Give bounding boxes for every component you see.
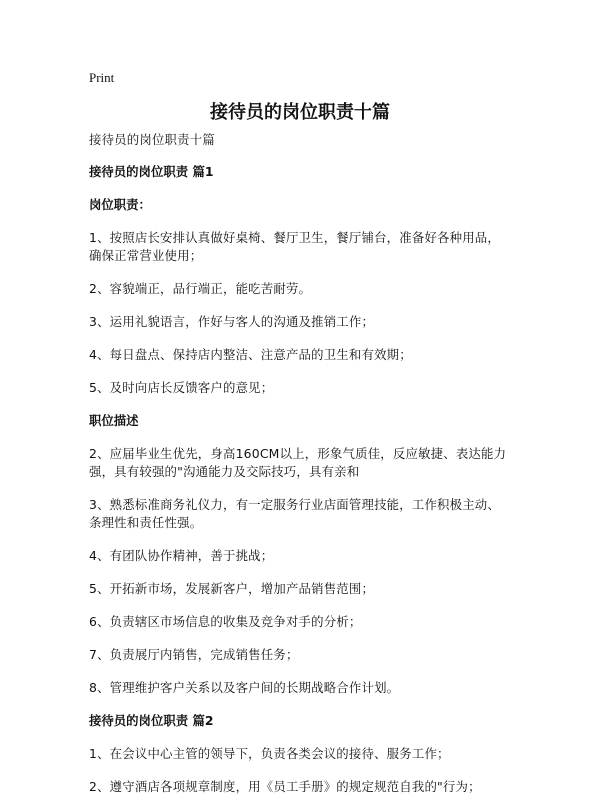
print-link[interactable]: Print bbox=[89, 70, 115, 85]
section1-heading: 接待员的岗位职责 篇1 bbox=[89, 164, 214, 179]
duty-item: 4、每日盘点、保持店内整洁、注意产品的卫生和有效期； bbox=[89, 347, 412, 362]
description-item: 4、有团队协作精神，善于挑战； bbox=[89, 548, 274, 563]
description-item: 7、负责展厅内销售，完成销售任务； bbox=[89, 647, 299, 662]
duty-item: 2、容貌端正，品行端正，能吃苦耐劳。 bbox=[89, 281, 312, 296]
description-item: 6、负责辖区市场信息的收集及竞争对手的分析； bbox=[89, 614, 362, 629]
description-item: 8、管理维护客户关系以及客户间的长期战略合作计划。 bbox=[89, 680, 400, 695]
duty-item: 5、及时向店长反馈客户的意见； bbox=[89, 380, 274, 395]
section2-heading: 接待员的岗位职责 篇2 bbox=[89, 713, 214, 728]
section2-item: 1、在会议中心主管的领导下，负责各类会议的接待、服务工作； bbox=[89, 746, 450, 761]
document-title: 接待员的岗位职责十篇 bbox=[210, 102, 390, 123]
duty-item: 3、运用礼貌语言，作好与客人的沟通及推销工作； bbox=[89, 314, 375, 329]
section2-item: 2、遵守酒店各项规章制度，用《员工手册》的规定规范自我的"行为； bbox=[89, 779, 481, 794]
section1-subheading-description: 职位描述 bbox=[89, 413, 139, 428]
duty-item: 1、按照店长安排认真做好桌椅、餐厅卫生，餐厅铺台，准备好各种用品，确保正常营业使用； bbox=[89, 230, 500, 263]
description-item: 2、应届毕业生优先，身高160CM以上，形象气质佳，反应敏捷、表达能力强，具有较强的"沟通能力及交际技巧，具有亲和 bbox=[89, 446, 507, 479]
description-item: 3、熟悉标准商务礼仪力，有一定服务行业店面管理技能，工作积极主动、条理性和责任性强。 bbox=[89, 497, 500, 530]
intro-text: 接待员的岗位职责十篇 bbox=[89, 132, 215, 147]
document-body bbox=[89, 131, 509, 811]
description-item: 5、开拓新市场，发展新客户，增加产品销售范围； bbox=[89, 581, 375, 596]
section1-subheading-duties: 岗位职责： bbox=[89, 197, 151, 212]
